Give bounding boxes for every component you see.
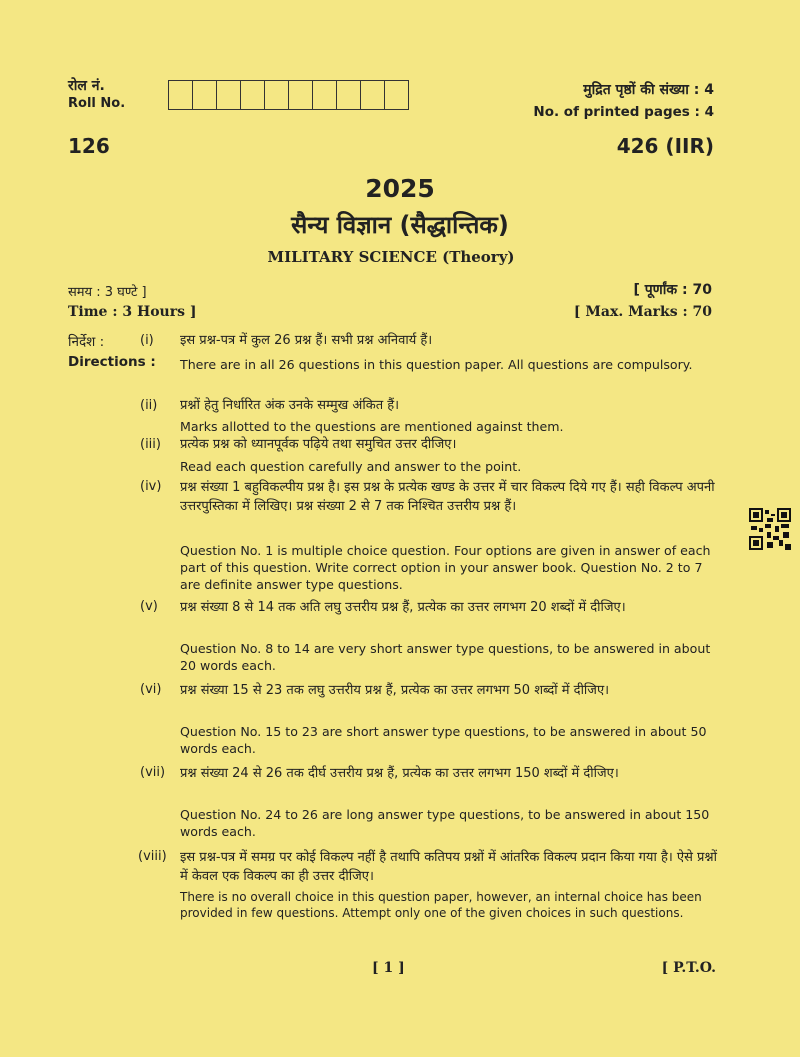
direction-en: Question No. 1 is multiple choice question. Four options are given in answer of each part of this question. Write correct option in your answer book. Question No. 2 to 7 are definite answer type questions. <box>180 543 711 592</box>
paper-code-left: 126 <box>68 134 110 158</box>
direction-number: (i) <box>140 333 154 348</box>
roll-cell[interactable] <box>313 81 337 109</box>
direction-number: (ii) <box>140 398 158 413</box>
direction-en: There are in all 26 questions in this question paper. All questions are compulsory. <box>180 357 693 372</box>
direction-number: (iv) <box>140 479 162 494</box>
direction-number: (iii) <box>140 437 161 452</box>
paper-code-right: 426 (IIR) <box>616 134 714 158</box>
direction-number: (vi) <box>140 682 162 697</box>
subject-title-en: MILITARY SCIENCE (Theory) <box>267 248 515 266</box>
direction-hi: प्रश्न संख्या 24 से 26 तक दीर्घ उत्तरीय प्रश्न हैं, प्रत्येक का उत्तर लगभग 150 शब्दों में दीजिए। <box>180 766 619 781</box>
roll-cell[interactable] <box>385 81 408 109</box>
roll-cell[interactable] <box>217 81 241 109</box>
directions-label-en: Directions : <box>68 354 156 370</box>
page-number: [ 1 ] <box>372 960 405 976</box>
direction-en: Marks allotted to the questions are mentioned against them. <box>180 419 564 434</box>
subject-title-hi: सैन्य विज्ञान (सैद्धान्तिक) <box>291 211 509 239</box>
direction-number: (v) <box>140 599 158 614</box>
direction-hi: प्रश्न संख्या 15 से 23 तक लघु उत्तरीय प्रश्न हैं, प्रत्येक का उत्तर लगभग 50 शब्दों में दीजिए। <box>180 683 610 698</box>
direction-number: (viii) <box>138 849 167 864</box>
roll-number-boxes[interactable] <box>168 80 409 110</box>
roll-cell[interactable] <box>337 81 361 109</box>
printed-pages-en: No. of printed pages : 4 <box>533 104 714 120</box>
roll-label-hi: रोल नं. <box>68 78 105 94</box>
marks-hi: [ पूर्णांक : 70 <box>633 282 712 298</box>
direction-hi: प्रश्नों हेतु निर्धारित अंक उनके सम्मुख अंकित हैं। <box>180 398 400 413</box>
direction-en: Question No. 15 to 23 are short answer type questions, to be answered in about 50 words each. <box>180 724 707 756</box>
direction-en: There is no overall choice in this question paper, however, an internal choice has been provided in few questions. Attempt only one of the given choices in such questions. <box>180 890 702 920</box>
time-hi: समय : 3 घण्टे ] <box>68 285 147 300</box>
time-en: Time : 3 Hours ] <box>68 304 197 320</box>
direction-hi: प्रश्न संख्या 1 बहुविकल्पीय प्रश्न है। इस प्रश्न के प्रत्येक खण्ड के उत्तर में चार विकल्प दिये गए हैं। सही विकल्प अपनी उत्तरपुस्तिका में लिखिए। प्रश्न संख्या 2 से 7 तक निश्चित उत्तरीय प्रश्न हैं। <box>180 480 715 514</box>
roll-cell[interactable] <box>361 81 385 109</box>
marks-en: [ Max. Marks : 70 <box>573 304 712 320</box>
direction-hi: इस प्रश्न-पत्र में समग्र पर कोई विकल्प नहीं है तथापि कतिपय प्रश्नों में आंतरिक विकल्प प्रदान किया गया है। ऐसे प्रश्नों में केवल एक विकल्प का ही उत्तर दीजिए। <box>180 850 717 884</box>
qr-code-icon <box>749 508 791 550</box>
roll-cell[interactable] <box>169 81 193 109</box>
direction-number: (vii) <box>140 765 166 780</box>
directions-label-hi: निर्देश : <box>68 334 105 350</box>
printed-pages-hi: मुद्रित पृष्ठों की संख्या : 4 <box>583 82 714 98</box>
direction-hi: प्रत्येक प्रश्न को ध्यानपूर्वक पढ़िये तथा समुचित उत्तर दीजिए। <box>180 437 457 452</box>
direction-en: Question No. 24 to 26 are long answer type questions, to be answered in about 150 words each. <box>180 807 710 839</box>
roll-label-en: Roll No. <box>68 96 126 111</box>
roll-cell[interactable] <box>265 81 289 109</box>
exam-year: 2025 <box>365 174 435 203</box>
direction-en: Read each question carefully and answer to the point. <box>180 459 522 474</box>
roll-cell[interactable] <box>241 81 265 109</box>
direction-hi: इस प्रश्न-पत्र में कुल 26 प्रश्न हैं। सभी प्रश्न अनिवार्य हैं। <box>180 333 433 348</box>
roll-cell[interactable] <box>289 81 313 109</box>
direction-hi: प्रश्न संख्या 8 से 14 तक अति लघु उत्तरीय प्रश्न हैं, प्रत्येक का उत्तर लगभग 20 शब्दों में दीजिए। <box>180 600 626 615</box>
roll-cell[interactable] <box>193 81 217 109</box>
direction-en: Question No. 8 to 14 are very short answer type questions, to be answered in about 20 words each. <box>180 641 711 673</box>
please-turn-over: [ P.T.O. <box>661 960 716 976</box>
